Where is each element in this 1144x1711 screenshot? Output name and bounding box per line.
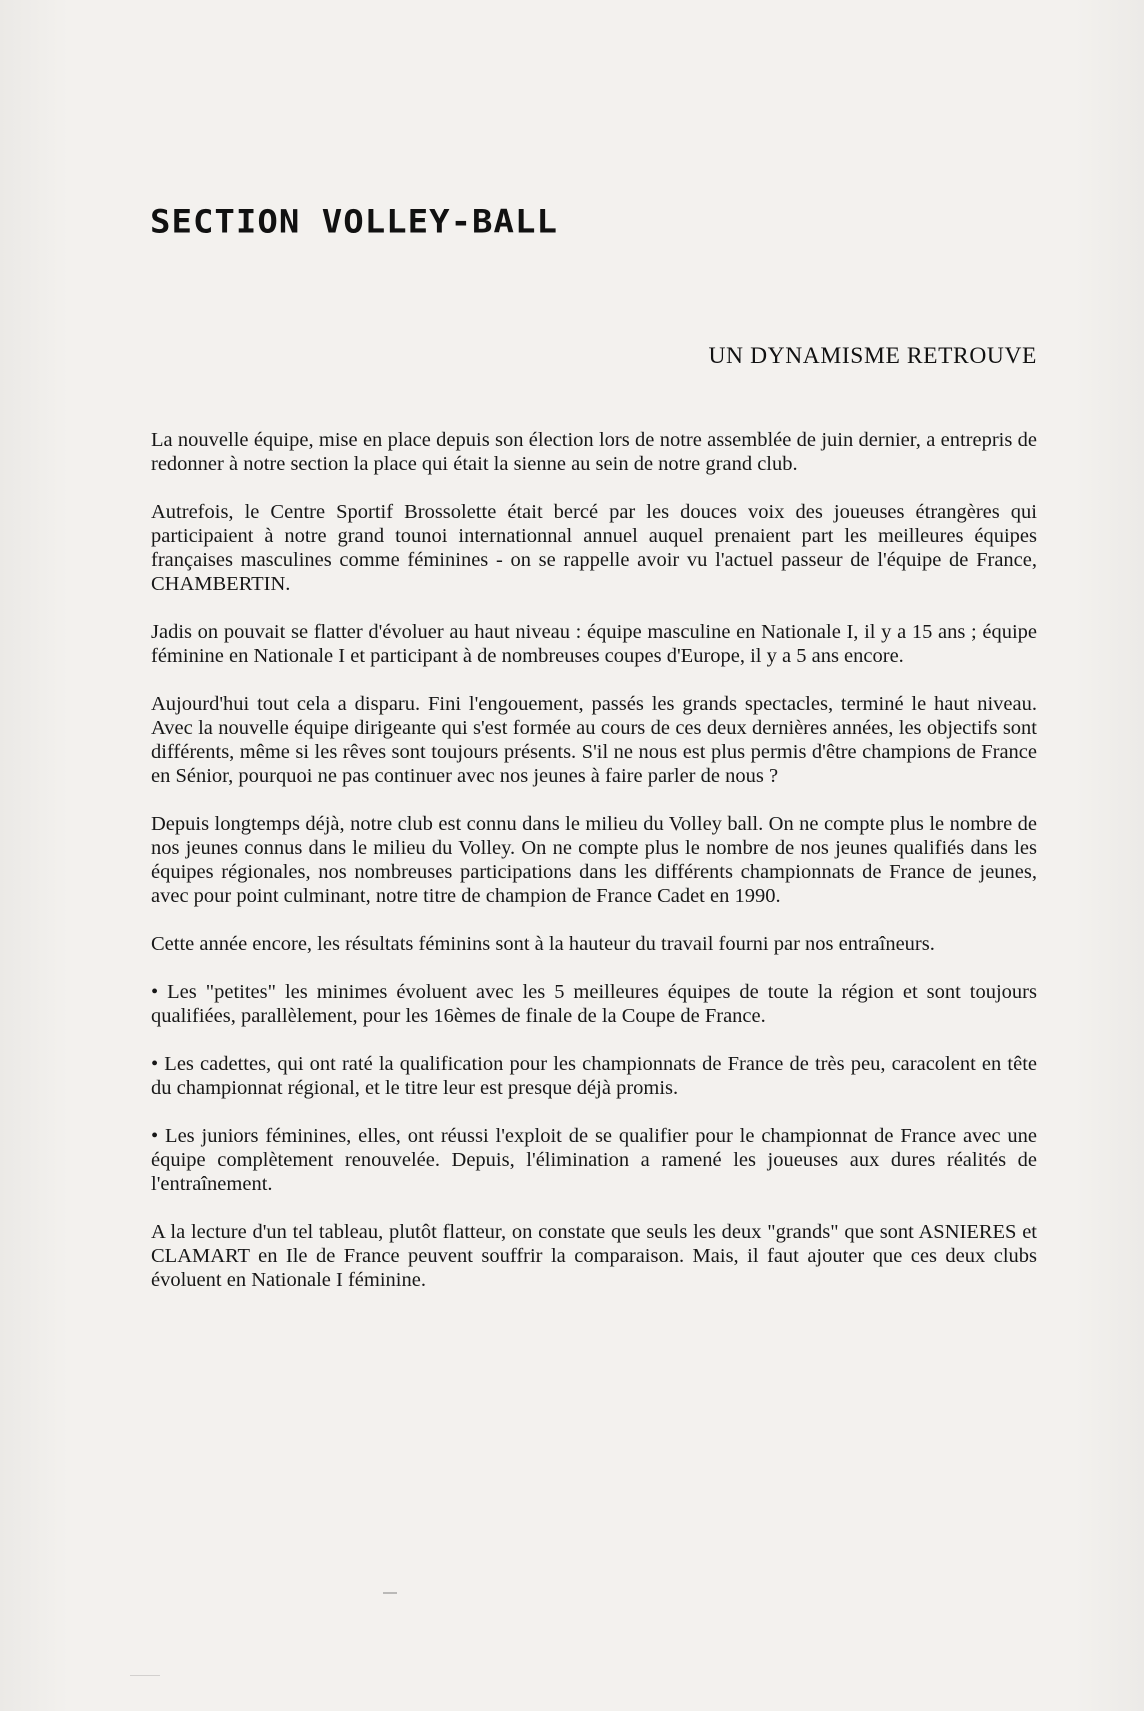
article-subtitle: UN DYNAMISME RETROUVE: [708, 343, 1037, 369]
bleed-through-text: [150, 1315, 169, 1354]
article-body: [151, 428, 1037, 1316]
paragraph-6: Cette année encore, les résultats féminins sont à la hauteur du travail fourni par nos entraîneurs.: [151, 933, 935, 955]
bullet-cadettes: • Les cadettes, qui ont raté la qualification pour les championnats de France de très peu, caracolent en tête du championnat régional, et le titre leur est presque déjà promis.: [151, 1053, 1037, 1099]
bullet-minimes: • Les "petites" les minimes évoluent avec les 5 meilleures équipes de toute la région et sont toujours qualifiées, parallèlement, pour les 16èmes de finale de la Coupe de France.: [151, 981, 1037, 1027]
paragraph-4: Aujourd'hui tout cela a disparu. Fini l'engouement, passés les grands spectacles, terminé le haut niveau. Avec la nouvelle équipe dirigeante qui s'est formée au cours de ces deux dernières années, les objectifs sont différents, même si les rêves sont toujours présents. S'il ne nous est plus permis d'être champions de France en Sénior, pourquoi ne pas continuer avec nos jeunes à faire parler de nous ?: [151, 693, 1037, 787]
paragraph-2: Autrefois, le Centre Sportif Brossolette était bercé par les douces voix des joueuses étrangères qui participaient à notre grand tounoi internationnal annuel auquel prenaient part les meilleures équipes françaises masculines comme féminines - on se rappelle avoir vu l'actuel passeur de l'équipe de France, CHAMBERTIN.: [151, 501, 1037, 595]
scan-speck: [383, 1592, 397, 1594]
paragraph-5: Depuis longtemps déjà, notre club est connu dans le milieu du Volley ball. On ne compte plus le nombre de nos jeunes connus dans le milieu du Volley. On ne compte plus le nombre de nos jeunes qualifiés dans les équipes régionales, nos nombreuses participations dans les différents championnats de France de jeunes, avec pour point culminant, notre titre de champion de France Cadet en 1990.: [151, 813, 1037, 907]
paragraph-3: Jadis on pouvait se flatter d'évoluer au haut niveau : équipe masculine en Nationale I, il y a 15 ans ; équipe féminine en Nationale I et participant à de nombreuses coupes d'Europe, il y a 5 ans encore.: [151, 621, 1037, 667]
section-title: SECTION VOLLEY-BALL: [150, 203, 558, 241]
paragraph-conclusion: A la lecture d'un tel tableau, plutôt flatteur, on constate que seuls les deux "grands" que sont ASNIERES et CLAMART en Ile de France peuvent souffrir la comparaison. Mais, il faut ajouter que ces deux clubs évoluent en Nationale I féminine.: [151, 1221, 1037, 1291]
bullet-juniors: • Les juniors féminines, elles, ont réussi l'exploit de se qualifier pour le championnat de France avec une équipe complètement renouvelée. Depuis, l'élimination a ramené les joueuses aux dures réalités de l'entraînement.: [151, 1125, 1037, 1195]
paragraph-1: La nouvelle équipe, mise en place depuis son élection lors de notre assemblée de juin dernier, a entrepris de redonner à notre section la place qui était la sienne au sein de notre grand club.: [151, 429, 1037, 475]
scan-speck: [130, 1675, 160, 1676]
